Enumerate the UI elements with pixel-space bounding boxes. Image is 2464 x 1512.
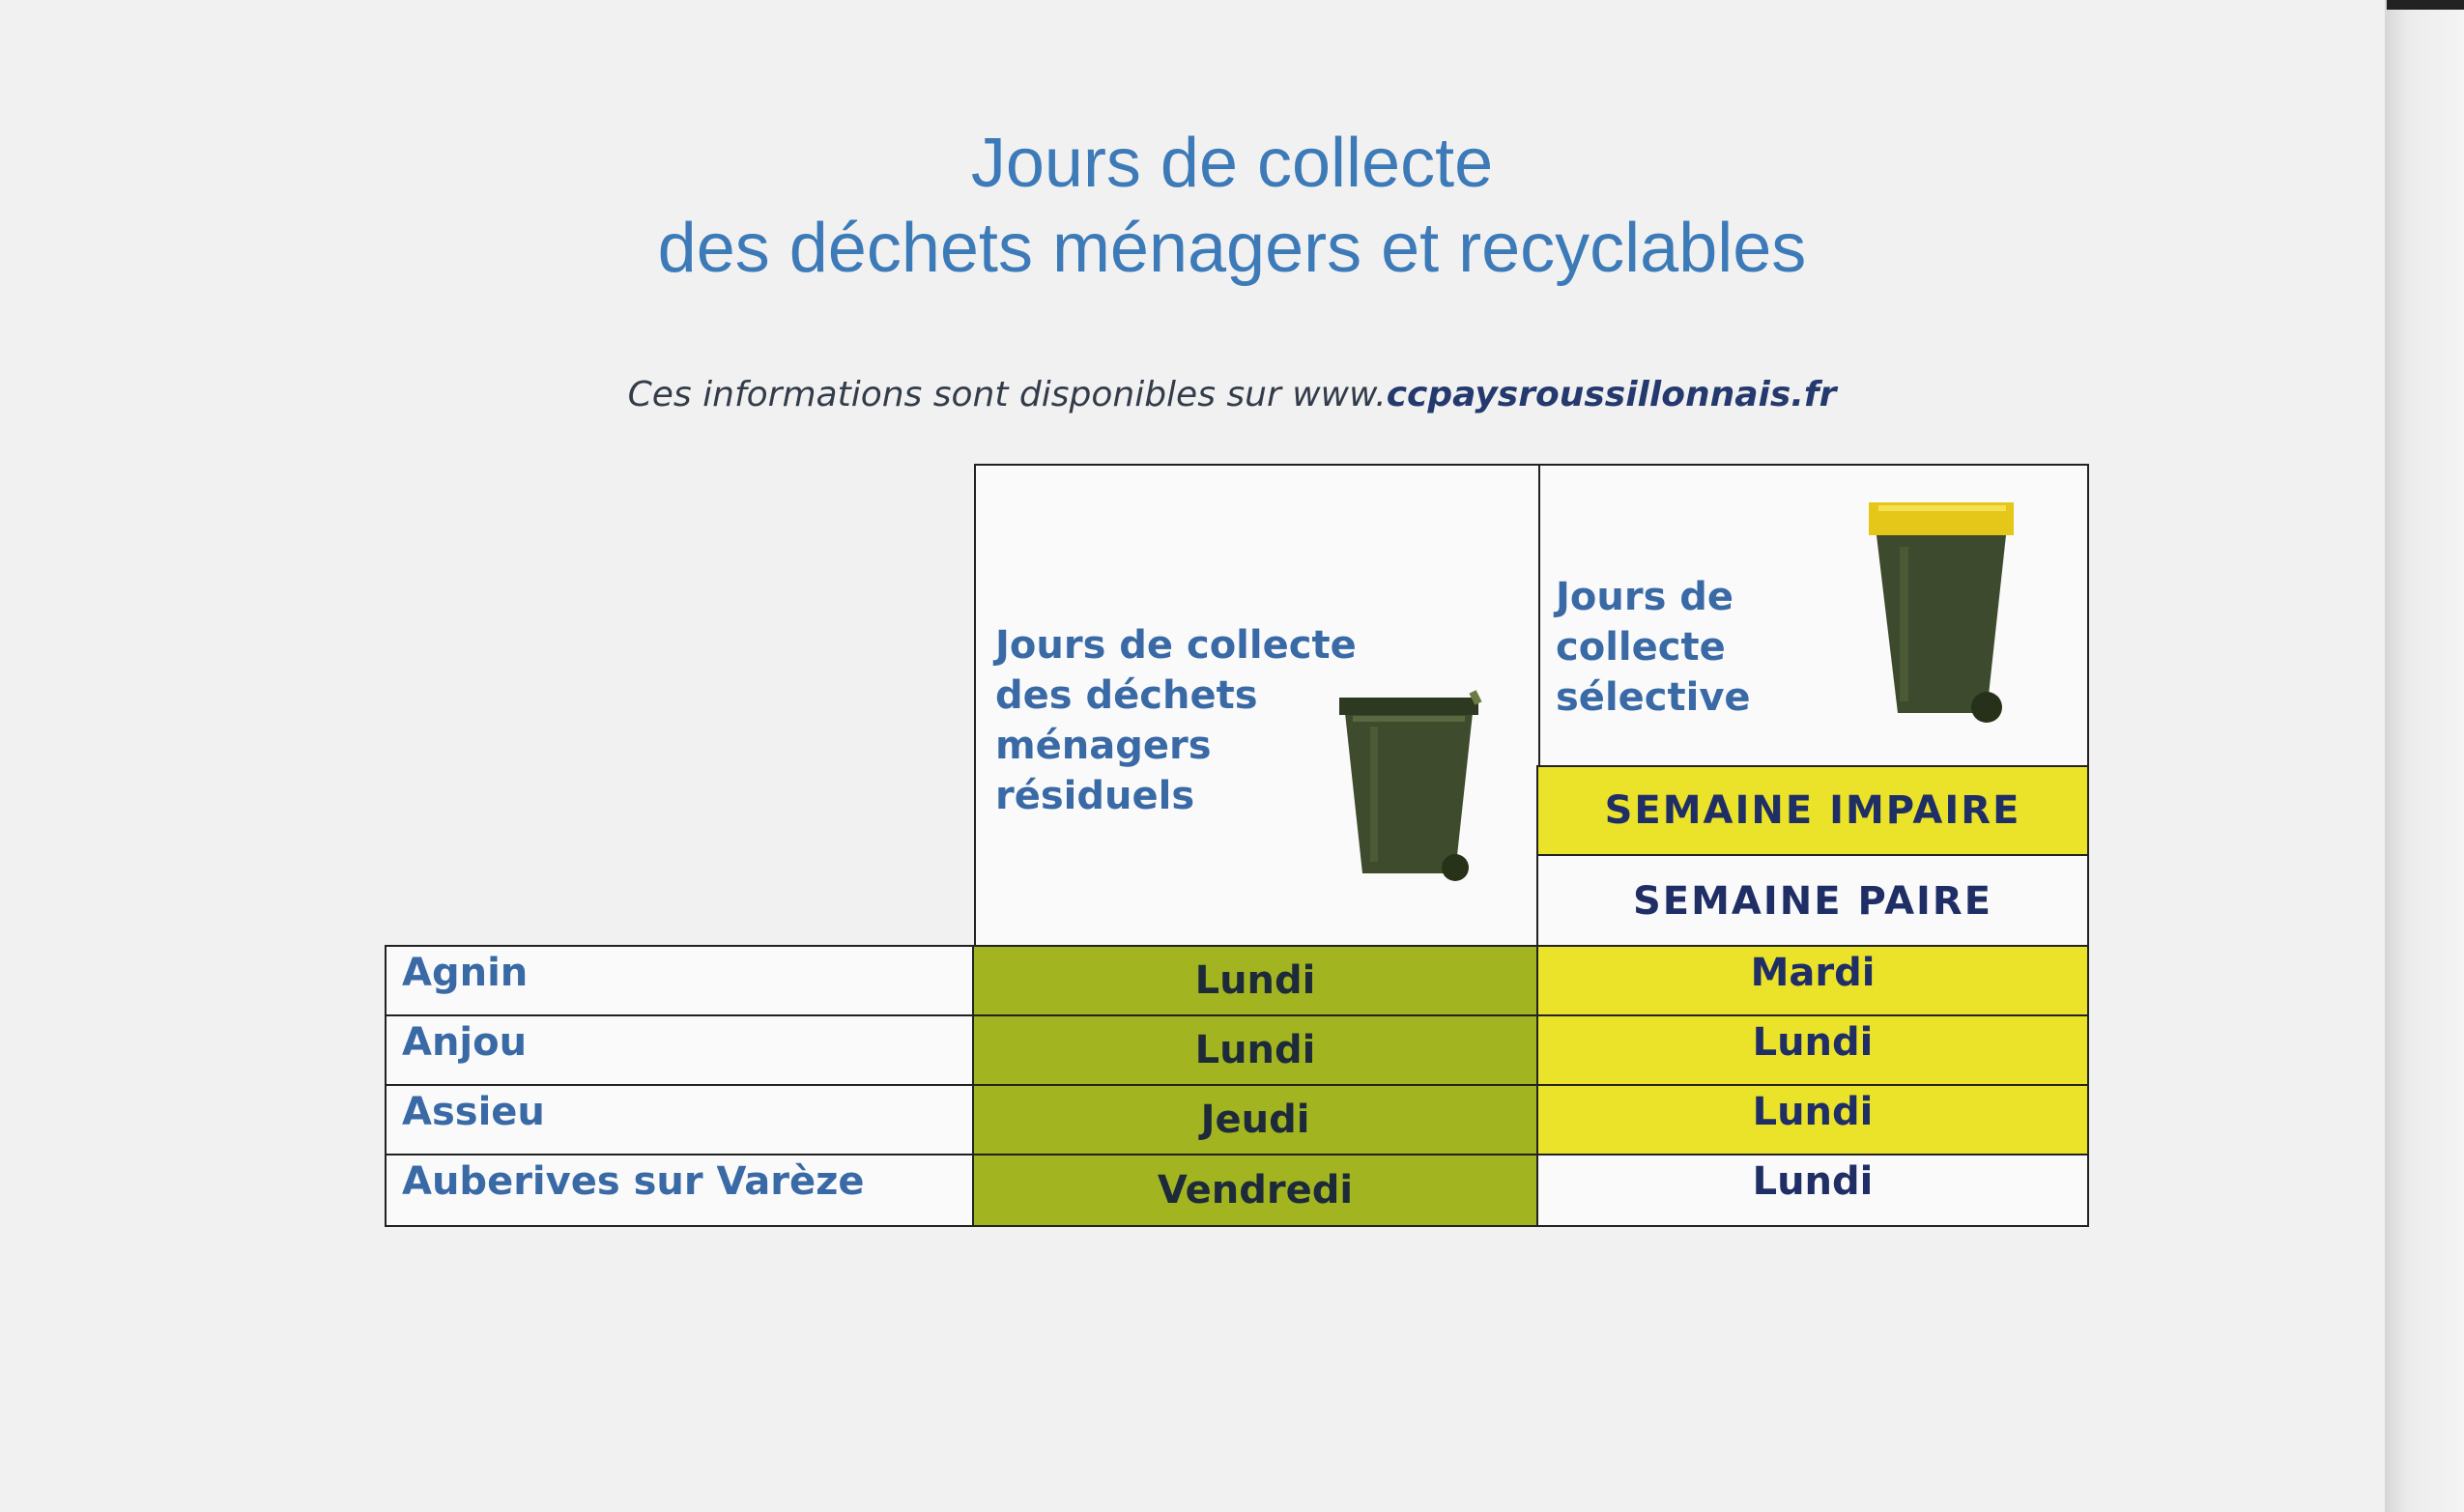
selective-day-cell: Lundi <box>1536 1154 2089 1227</box>
header-residuels-line: ménagers <box>995 724 1212 768</box>
page-title-line-1: Jours de collecte <box>970 125 1494 202</box>
header-residuels-line: Jours de collecte <box>995 623 1357 668</box>
week-odd-band: SEMAINE IMPAIRE <box>1536 765 2089 856</box>
green-lid-bin-icon <box>1332 684 1486 887</box>
commune-cell: Agnin <box>385 945 974 1016</box>
subtitle-prefix: Ces informations sont disponibles sur www. <box>627 375 1387 414</box>
selective-day-cell: Lundi <box>1536 1014 2089 1086</box>
residuels-day-cell: Vendredi <box>972 1154 1538 1227</box>
header-residuels-line: résiduels <box>995 774 1195 818</box>
residuels-day-cell: Lundi <box>972 1014 1538 1086</box>
header-residuels-line: des déchets <box>995 673 1258 718</box>
week-even-band: SEMAINE PAIRE <box>1536 854 2089 949</box>
selective-day-cell: Mardi <box>1536 945 2089 1016</box>
subtitle-domain: ccpaysroussillonnais.fr <box>1386 375 1837 414</box>
header-selective-line: collecte <box>1556 625 1726 670</box>
commune-cell: Assieu <box>385 1084 974 1155</box>
header-residuels-cell <box>974 464 1540 947</box>
header-selective-text <box>1556 572 1751 723</box>
header-selective-line: sélective <box>1556 675 1751 720</box>
subtitle <box>0 375 2464 414</box>
commune-cell: Auberives sur Varèze <box>385 1154 974 1227</box>
commune-cell: Anjou <box>385 1014 974 1086</box>
header-residuels-text <box>995 620 1357 821</box>
selective-day-cell: Lundi <box>1536 1084 2089 1155</box>
header-selective-cell <box>1538 464 2089 767</box>
residuels-day-cell: Jeudi <box>972 1084 1538 1155</box>
scan-edge-shadow <box>2387 0 2464 10</box>
header-selective-line: Jours de <box>1556 575 1734 619</box>
page-title-line-2: des déchets ménagers et recyclables <box>657 210 1807 287</box>
residuels-day-cell: Lundi <box>972 945 1538 1016</box>
yellow-lid-bin-icon <box>1859 493 2023 734</box>
